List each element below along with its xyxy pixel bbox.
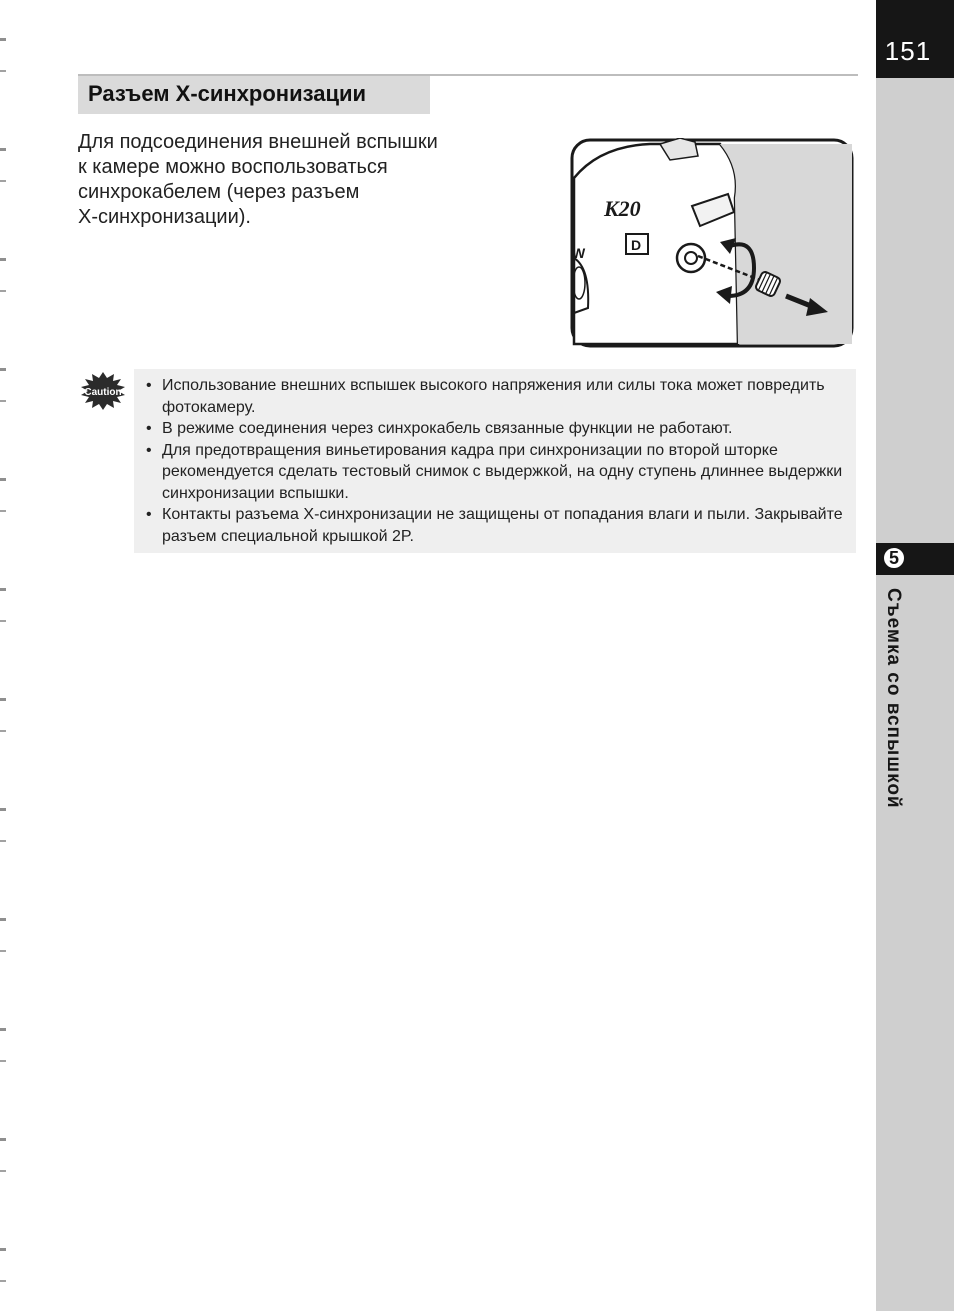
caution-item [146,440,846,505]
caution-item [146,504,846,547]
side-letter: W [572,245,586,261]
caution-box [134,369,856,553]
caution-icon [80,372,126,410]
caution-icon-label: Caution [84,387,122,398]
caution-item-text: Использование внешних вспышек высокого напряжения или силы тока может повредить фотокамеру. [162,377,825,416]
page-number: 151 [884,36,932,66]
caution-item-text: Контакты разъема X-синхронизации не защищены от попадания влаги и пыли. Закрывайте разъем специальной крышкой 2P. [162,506,843,545]
label-letter: D [631,237,642,253]
bullet: • [146,441,152,459]
caution-item-text: Для предотвращения виньетирования кадра при синхронизации по второй шторке рекомендуется сделать тестовый снимок с выдержкой, на одну ступень длиннее выдержки синхронизации вспышки. [162,441,843,502]
camera-drawing [570,138,854,348]
bullet: • [146,506,152,523]
bullet: • [146,377,152,394]
chapter-title: Съемка со вспышкой [883,588,904,809]
bullet: • [146,420,152,437]
caution-item [146,418,846,440]
camera-badge: K20 [604,196,641,221]
intro-paragraph: Для подсоединения внешней вспышки к камере можно воспользоваться синхрокабелем (через разъем X-синхронизации). [78,131,438,228]
chapter-number: 5 [882,546,906,570]
section-title: Разъем X-синхронизации [78,76,430,114]
caution-item-text: В режиме соединения через синхрокабель связанные функции не работают. [162,420,733,437]
caution-list [146,375,846,547]
camera-sync-illustration [570,138,854,348]
scan-edge [0,0,6,1311]
caution-item [146,375,846,418]
